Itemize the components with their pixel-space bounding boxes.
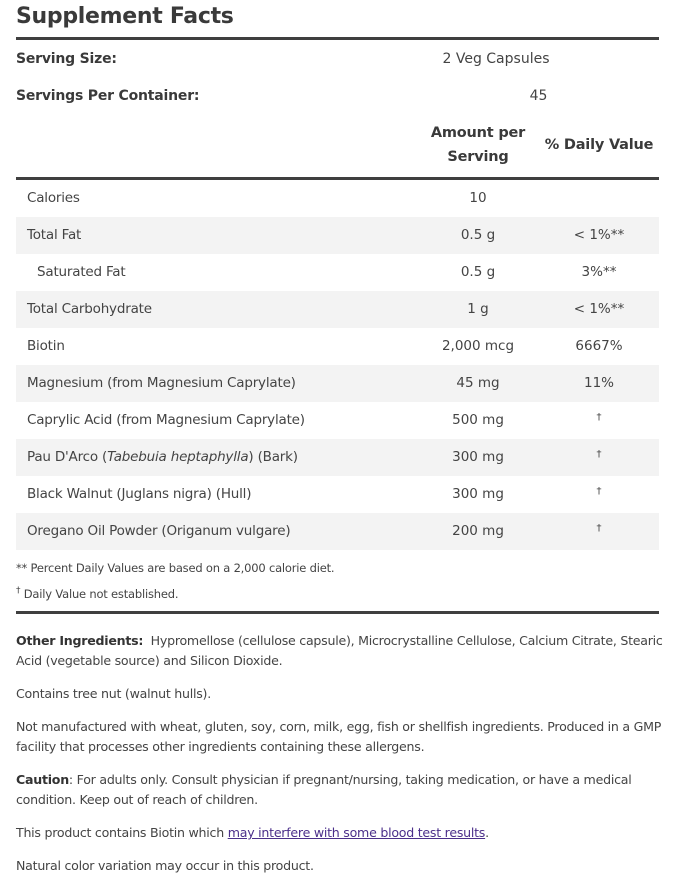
nutrient-daily-value: < 1%** (573, 227, 625, 243)
table-row (16, 254, 659, 291)
table-row (16, 328, 659, 365)
nutrient-daily-value: < 1%** (573, 301, 625, 317)
nutrient-name: Total Carbohydrate (27, 301, 152, 317)
name-suffix: ) (Bark) (248, 449, 298, 465)
biotin-notice (16, 823, 666, 843)
nutrient-daily-value: † (596, 486, 602, 497)
nutrient-daily-value: † (596, 449, 602, 460)
nutrient-daily-value: † (596, 523, 602, 534)
nutrient-name: Black Walnut (Juglans nigra) (Hull) (27, 486, 252, 502)
nutrient-name: Saturated Fat (37, 264, 126, 280)
page-title: Supplement Facts (16, 4, 234, 29)
other-ingredients-text: Hypromellose (cellulose capsule), Microcrystalline Cellulose, Calcium Citrate, Stearic Acid (vegetable source) and Silicon Dioxide. (16, 633, 663, 668)
title-rule (16, 37, 659, 40)
nutrient-daily-value: † (596, 412, 602, 423)
nutrient-name: Magnesium (from Magnesium Caprylate) (27, 375, 296, 391)
facts-bottom-rule (16, 611, 659, 614)
nutrient-amount: 1 g (467, 301, 489, 317)
dagger-footnote-text: Daily Value not established. (23, 586, 179, 601)
table-row (16, 513, 659, 550)
table-row (16, 365, 659, 402)
amount-per-serving-header (398, 121, 558, 169)
contains-statement: Contains tree nut (walnut hulls). (16, 686, 211, 701)
caution-statement (16, 770, 666, 810)
servings-per-container-label: Servings Per Container: (16, 88, 200, 104)
table-row (16, 402, 659, 439)
table-row (16, 291, 659, 328)
nutrient-amount: 0.5 g (460, 227, 496, 243)
nutrient-name: Caprylic Acid (from Magnesium Caprylate) (27, 412, 305, 428)
blood-test-link[interactable]: may interfere with some blood test results (227, 825, 486, 840)
nutrient-name (27, 449, 298, 465)
nutrient-name: Biotin (27, 338, 65, 354)
nutrient-amount: 200 mg (452, 523, 504, 539)
biotin-notice-text: This product contains Biotin which (16, 825, 228, 840)
nutrient-daily-value: 11% (583, 375, 614, 391)
caution-label: Caution (16, 772, 69, 787)
nutrient-amount: 500 mg (452, 412, 504, 428)
other-ingredients-label: Other Ingredients: (16, 633, 144, 648)
table-row (16, 180, 659, 217)
serving-size-row (16, 51, 659, 71)
nutrient-daily-value: 6667% (575, 338, 623, 354)
nutrient-amount: 10 (469, 190, 487, 206)
allergen-statement: Not manufactured with wheat, gluten, soy, corn, milk, egg, fish or shellfish ingredients. Produced in a GMP facility that processes other ingredients containing these allergens. (16, 719, 662, 754)
servings-per-container-value: 45 (529, 88, 548, 104)
nutrient-table (16, 180, 659, 550)
nutrient-amount: 300 mg (452, 449, 504, 465)
serving-size-value: 2 Veg Capsules (442, 51, 550, 67)
amount-header-line1: Amount per (430, 125, 526, 141)
color-variation-note: Natural color variation may occur in this product. (16, 858, 314, 873)
percent-daily-value-footnote: ** Percent Daily Values are based on a 2,000 calorie diet. (16, 561, 335, 575)
nutrient-amount: 0.5 g (460, 264, 496, 280)
nutrient-amount: 300 mg (452, 486, 504, 502)
table-row (16, 217, 659, 254)
daily-value-header: % Daily Value (544, 137, 654, 153)
nutrient-name: Total Fat (27, 227, 82, 243)
serving-size-label: Serving Size: (16, 51, 117, 67)
nutrient-amount: 2,000 mcg (441, 338, 515, 354)
nutrient-daily-value: 3%** (581, 264, 617, 280)
caution-text: : For adults only. Consult physician if pregnant/nursing, taking medication, or have a medical condition. Keep out of reach of children. (16, 772, 632, 807)
nutrient-name: Oregano Oil Powder (Origanum vulgare) (27, 523, 291, 539)
amount-header-line2: Serving (447, 149, 509, 165)
dagger-symbol: † (16, 586, 21, 596)
biotin-notice-end: . (485, 825, 489, 840)
nutrient-amount: 45 mg (456, 375, 500, 391)
nutrient-name: Calories (27, 190, 80, 206)
servings-per-container-row (16, 88, 659, 108)
other-ingredients (16, 631, 666, 671)
table-row (16, 476, 659, 513)
dagger-footnote (16, 586, 178, 601)
name-italic: Tabebuia heptaphylla (107, 449, 249, 465)
table-row (16, 439, 659, 476)
name-prefix: Pau D'Arco ( (27, 449, 108, 465)
